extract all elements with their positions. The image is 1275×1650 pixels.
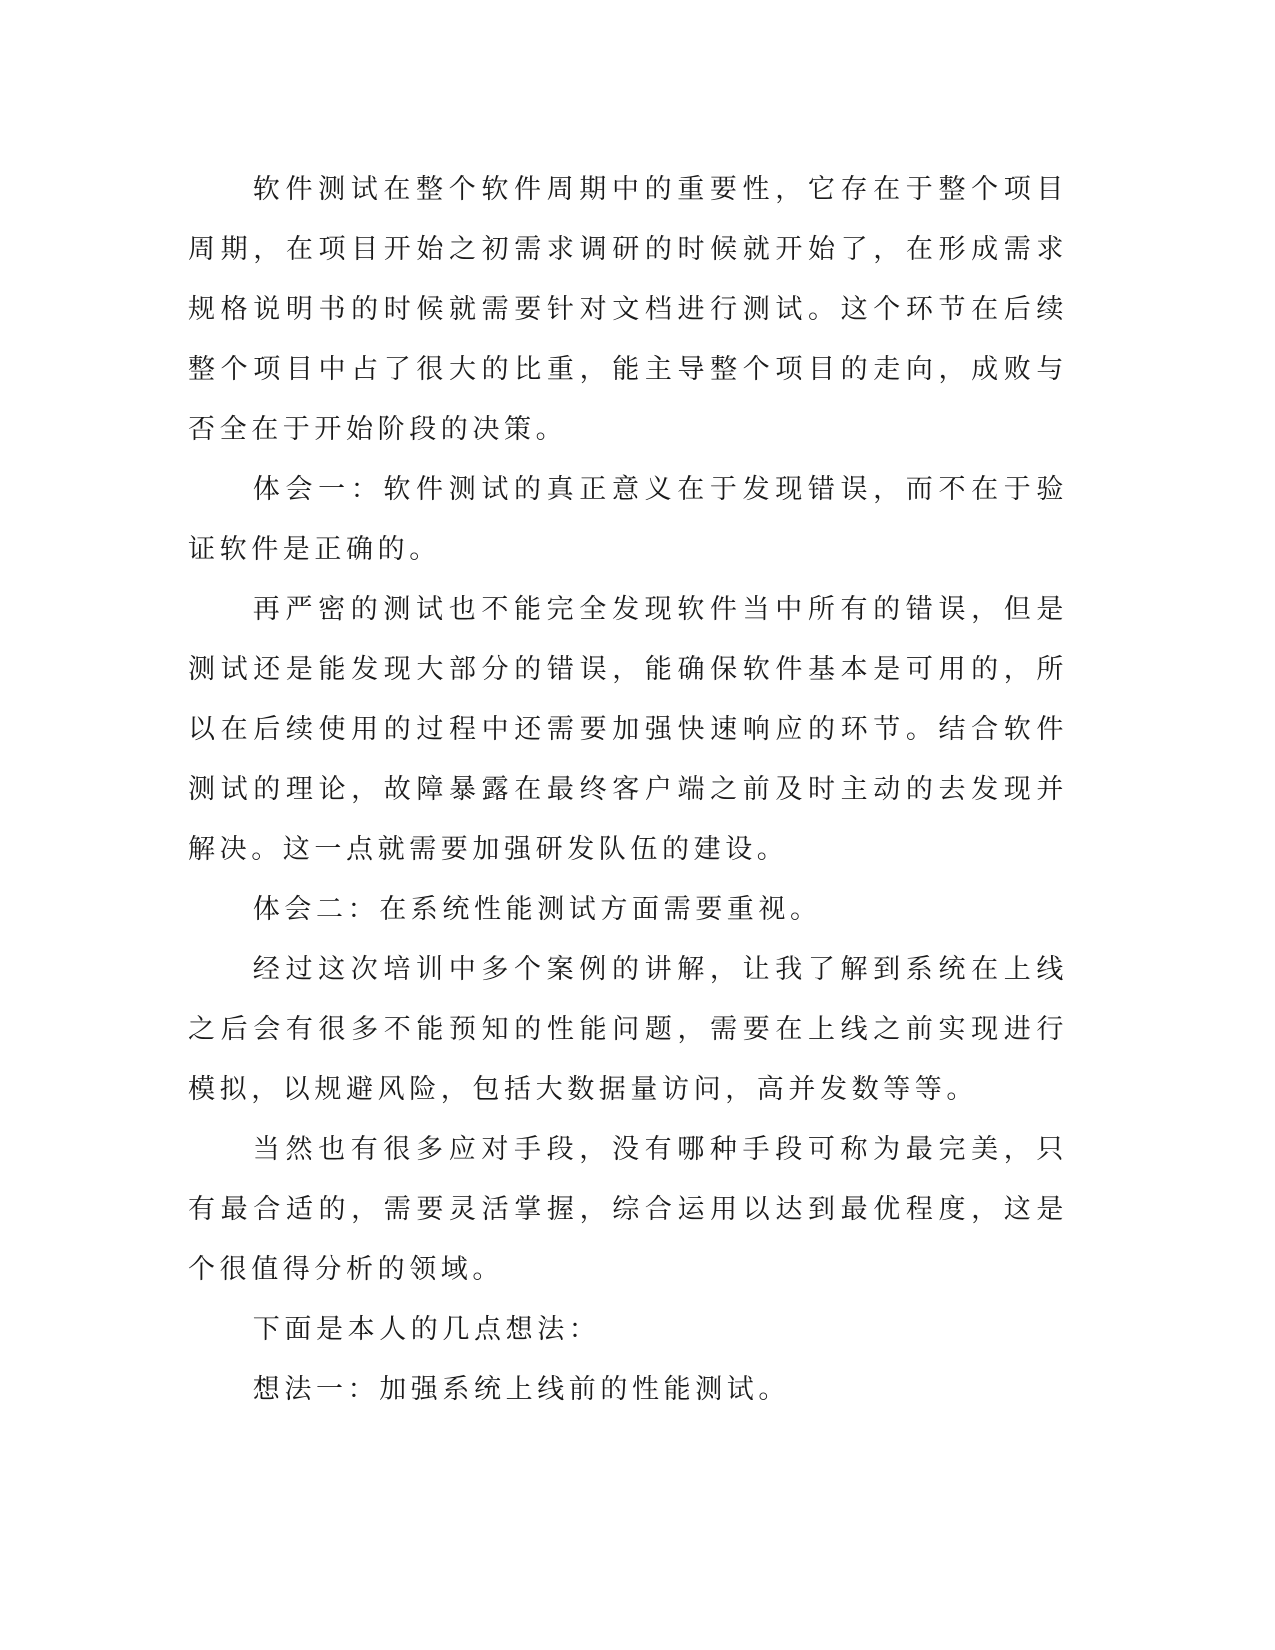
paragraph-insight-two-detail: 经过这次培训中多个案例的讲解，让我了解到系统在上线之后会有很多不能预知的性能问题，需要在上线之前实现进行模拟，以规避风险，包括大数据量访问，高并发数等等。 (188, 954, 1068, 1105)
document-body (188, 160, 1068, 1420)
paragraph-insight-two: 体会二：在系统性能测试方面需要重视。 (252, 894, 822, 925)
paragraph-insight-one: 体会一：软件测试的真正意义在于发现错误，而不在于验证软件是正确的。 (188, 474, 1068, 565)
paragraph-insight-one-detail: 再严密的测试也不能完全发现软件当中所有的错误，但是测试还是能发现大部分的错误，能确保软件基本是可用的，所以在后续使用的过程中还需要加强快速响应的环节。结合软件测试的理论，故障暴露在最终客户端之前及时主动的去发现并解决。这一点就需要加强研发队伍的建设。 (188, 594, 1068, 865)
paragraph-intro: 软件测试在整个软件周期中的重要性，它存在于整个项目周期，在项目开始之初需求调研的时候就开始了，在形成需求规格说明书的时候就需要针对文档进行测试。这个环节在后续整个项目中占了很大的比重，能主导整个项目的走向，成败与否全在于开始阶段的决策。 (188, 174, 1068, 445)
paragraph-ideas-heading: 下面是本人的几点想法： (252, 1314, 601, 1345)
paragraph-idea-one: 想法一：加强系统上线前的性能测试。 (252, 1374, 790, 1405)
paragraph-methods: 当然也有很多应对手段，没有哪种手段可称为最完美，只有最合适的，需要灵活掌握，综合运用以达到最优程度，这是个很值得分析的领域。 (188, 1134, 1068, 1285)
